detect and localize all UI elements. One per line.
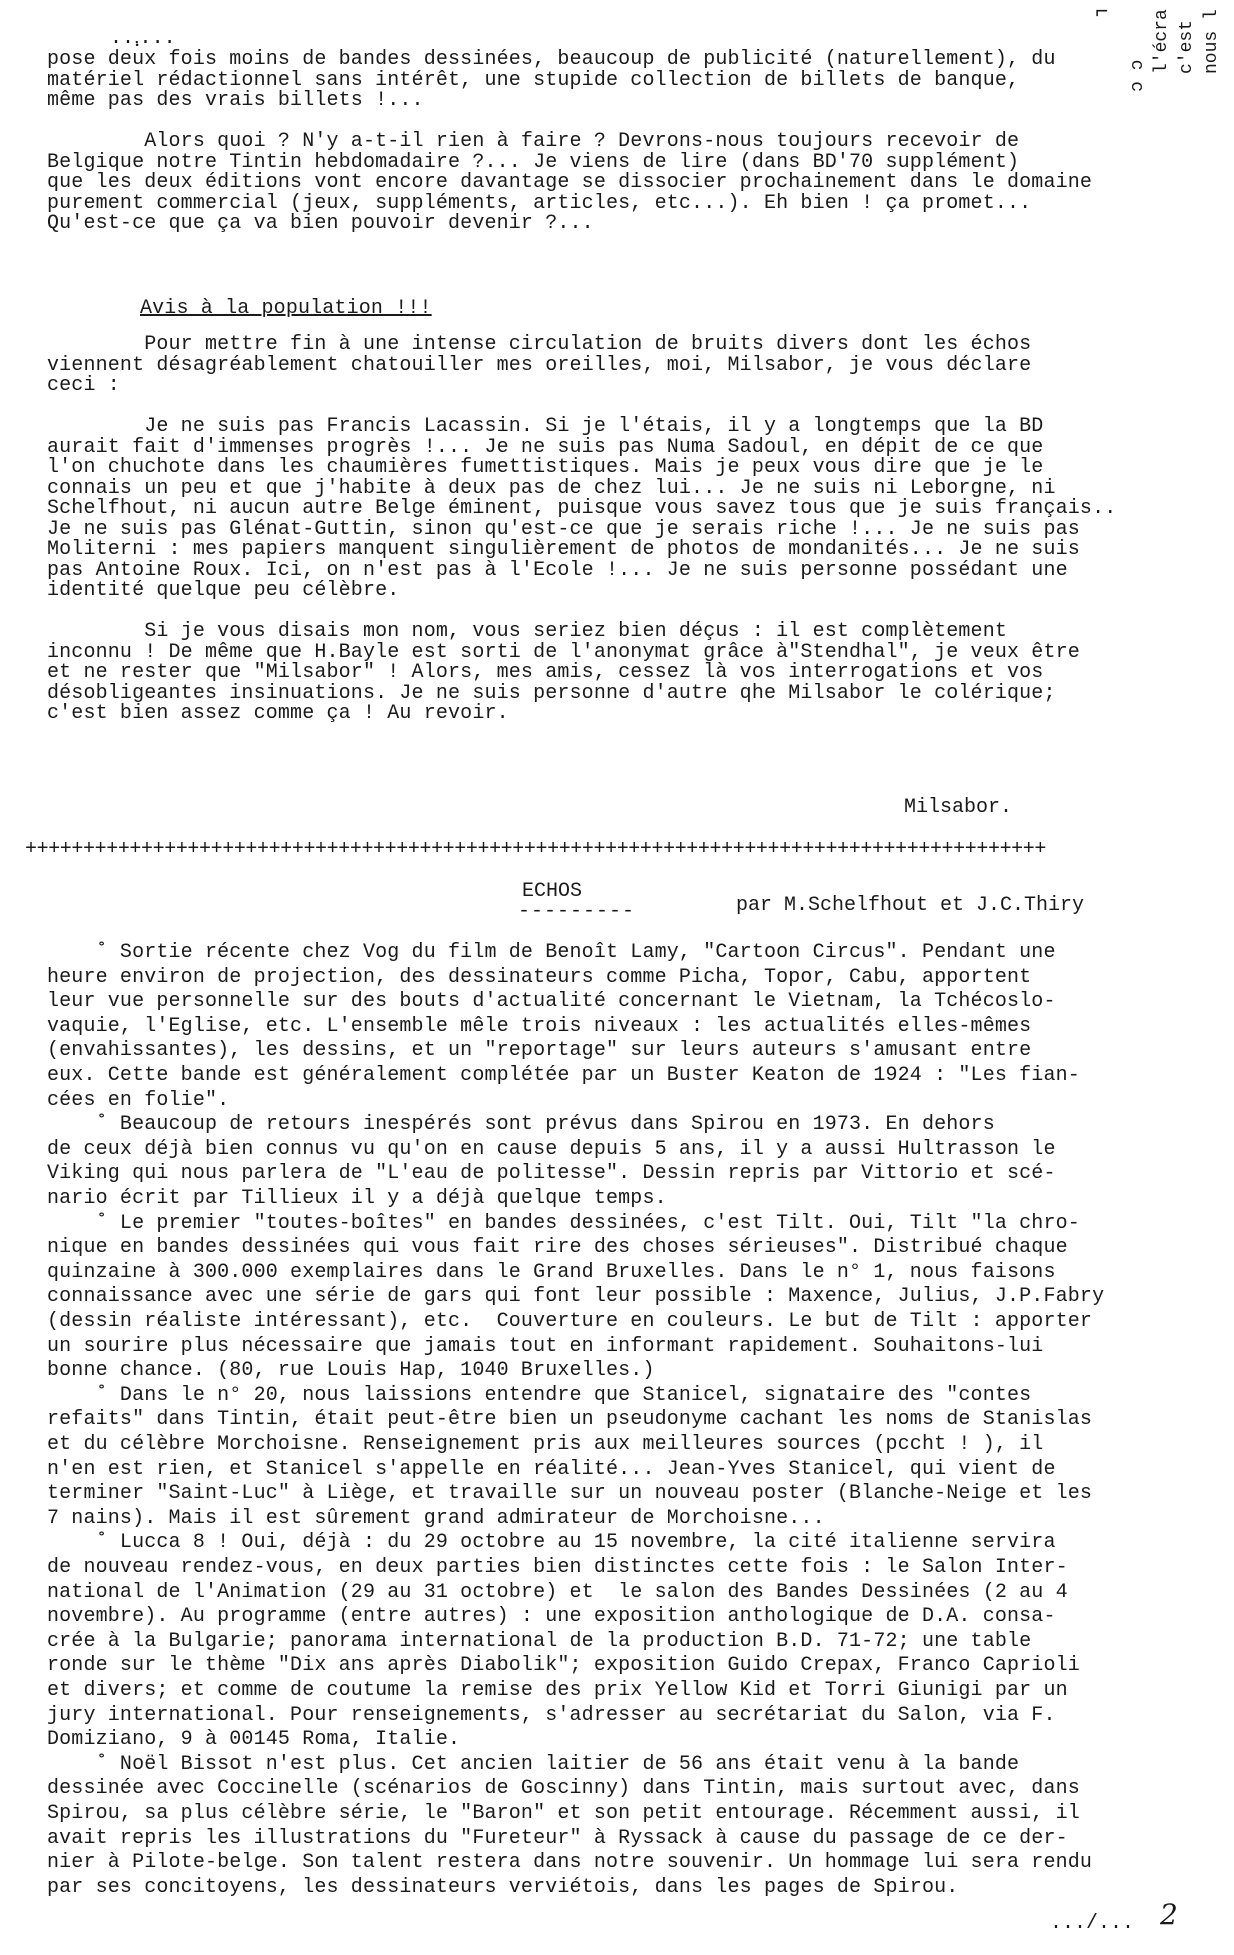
text-line: pas Antoine Roux. Ici, on n'est pas à l'Ecole !... Je ne suis personne possédant une	[47, 558, 1068, 582]
text-line: connais un peu et que j'habite à deux pas de chez lui... Je ne suis ni Leborgne, ni	[47, 476, 1056, 500]
signature-milsabor: Milsabor.	[904, 796, 1013, 819]
text-line: même pas des vrais billets !...	[47, 89, 424, 112]
text-line: terminer "Saint-Luc" à Liège, et travaille sur un nouveau poster (Blanche-Neige et les	[47, 1482, 1093, 1506]
text-line: avait repris les illustrations du "Fureteur" à Ryssack à cause du passage de ce der-	[47, 1826, 1068, 1850]
text-line: Pour mettre fin à une intense circulation de bruits divers dont les échos	[47, 333, 1032, 356]
text-line: cées en folie".	[47, 1088, 230, 1112]
header-mark: ...ฺ...	[110, 27, 176, 50]
text-line: Belgique notre Tintin hebdomadaire ?... Je viens de lire (dans BD'70 supplément)	[47, 150, 1020, 174]
text-line: pose deux fois moins de bandes dessinées, beaucoup de publicité (naturellement), du	[47, 48, 1056, 71]
text-line: Schelfhout, ni aucun autre Belge éminent, puisque vous savez tous que je suis français..	[47, 497, 1117, 520]
text-line: quinzaine à 300.000 exemplaires dans le Grand Bruxelles. Dans le n° 1, nous faisons	[47, 1260, 1056, 1284]
text-line: national de l'Animation (29 au 31 octobre) et le salon des Bandes Dessinées (2 au 4	[47, 1580, 1068, 1604]
text-line: novembre). Au programme (entre autres) : une exposition anthologique de D.A. consa-	[47, 1605, 1056, 1629]
echos-title: ECHOS	[522, 880, 583, 903]
text-line: par ses concitoyens, les dessinateurs verviétois, dans les pages de Spirou.	[47, 1875, 959, 1899]
text-line: que les deux éditions vont encore davantage se dissocier prochainement dans le domaine	[47, 171, 1093, 194]
text-line: Viking qui nous parlera de "L'eau de politesse". Dessin repris par Vittorio et scé-	[47, 1162, 1056, 1186]
text-line: Spirou, sa plus célèbre série, le "Baron" et son petit entourage. Récemment aussi, il	[47, 1802, 1080, 1825]
edge-text-line: c'est	[1177, 19, 1197, 74]
text-line: viennent désagréablement chatouiller mes oreilles, moi, Milsabor, je vous déclare	[47, 353, 1032, 377]
text-line: matériel rédactionnel sans intérêt, une stupide collection de billets de banque,	[47, 68, 1020, 92]
text-line: et ne rester que "Milsabor" ! Alors, mes amis, cessez là vos interrogations et vos	[47, 661, 1044, 684]
text-line: (dessin réaliste intéressant), etc. Couverture en couleurs. Le but de Tilt : apporter	[47, 1310, 1093, 1333]
text-line: ˚ Le premier "toutes-boîtes" en bandes dessinées, c'est Tilt. Oui, Tilt "la chro-	[47, 1211, 1080, 1235]
text-line: ˚ Lucca 8 ! Oui, déjà : du 29 octobre au 15 novembre, la cité italienne servira	[47, 1531, 1056, 1555]
text-line: leur vue personnelle sur des bouts d'actualité concernant le Vietnam, la Tchécoslo-	[47, 990, 1056, 1014]
text-line: aurait fait d'immenses progrès !... Je ne suis pas Numa Sadoul, en dépit de ce que	[47, 435, 1044, 459]
text-line: jury international. Pour renseignements, s'adresser au secrétariat du Salon, via F.	[47, 1703, 1056, 1727]
text-line: ronde sur le thème "Dix ans après Diabolik"; exposition Guido Crepax, Franco Caprioli	[47, 1654, 1080, 1678]
corner-mark: ⌐	[1095, 0, 1109, 25]
text-line: ˚ Dans le n° 20, nous laissions entendre que Stanicel, signataire des "contes	[47, 1383, 1032, 1407]
text-line: ˚ Noël Bissot n'est plus. Cet ancien laitier de 56 ans était venu à la bande	[47, 1752, 1020, 1776]
echos-byline: par M.Schelfhout et J.C.Thiry	[736, 894, 1085, 917]
text-line: c'est bien assez comme ça ! Au revoir.	[47, 702, 509, 725]
text-line: Domiziano, 9 à 00145 Roma, Italie.	[47, 1728, 461, 1752]
continuation-marker: .../...	[1050, 1912, 1135, 1935]
text-line: vaquie, l'Eglise, etc. L'ensemble mêle trois niveaux : les actualités elles-mêmes	[47, 1014, 1032, 1038]
text-line: purement commercial (jeux, suppléments, articles, etc...). Eh bien ! ça promet...	[47, 191, 1032, 215]
separator-line: ++++++++++++++++++++++++++++++++++++++++++++++++++++++++++++++++++++++++++++++++++++++++	[25, 838, 1046, 861]
text-line: (envahissantes), les dessins, et un "reportage" sur leurs auteurs s'amusant entre	[47, 1039, 1032, 1063]
edge-text-line: l'écra	[1152, 9, 1172, 74]
edge-marks: ɔ ɔ	[1128, 59, 1148, 92]
text-line: désobligeantes insinuations. Je ne suis personne d'autre qhe Milsabor le colérique;	[47, 681, 1056, 705]
echos-title-dashes: ---------	[518, 900, 636, 923]
text-line: Alors quoi ? N'y a-t-il rien à faire ? Devrons-nous toujours recevoir de	[47, 130, 1020, 153]
text-line: l'on chuchote dans les chaumières fumettistiques. Mais je peux vous dire que je le	[47, 456, 1044, 479]
edge-text-line: nous l	[1202, 9, 1222, 74]
avis-heading: Avis à la population !!!	[140, 297, 432, 320]
text-line: ceci :	[47, 374, 120, 397]
text-line: nier à Pilote-belge. Son talent restera dans notre souvenir. Un hommage lui sera rendu	[47, 1851, 1093, 1875]
text-line: de ceux déjà bien connus vu qu'on en cause depuis 5 ans, il y a aussi Hultrasson le	[47, 1137, 1056, 1161]
text-line: n'en est rien, et Stanicel s'appelle en réalité... Jean-Yves Stanicel, qui vient de	[47, 1457, 1056, 1481]
text-line: nario écrit par Tillieux il y a déjà quelque temps.	[47, 1187, 667, 1210]
text-line: refaits" dans Tintin, était peut-être bien un pseudonyme cachant les noms de Stanislas	[47, 1408, 1093, 1432]
text-line: de nouveau rendez-vous, en deux parties bien distinctes cette fois : le Salon Inter-	[47, 1556, 1068, 1579]
text-line: inconnu ! De même que H.Bayle est sorti de l'anonymat grâce à"Stendhal", je veux être	[47, 640, 1080, 664]
text-line: crée à la Bulgarie; panorama international de la production B.D. 71-72; une table	[47, 1629, 1032, 1653]
text-line: et du célèbre Morchoisne. Renseignement pris aux meilleures sources (pccht ! ), il	[47, 1433, 1044, 1456]
text-line: Je ne suis pas Glénat-Guttin, sinon qu'est-ce que je serais riche !... Je ne suis pas	[47, 517, 1080, 541]
text-line: Si je vous disais mon nom, vous seriez bien déçus : il est complètement	[47, 620, 1008, 643]
text-line: identité quelque peu célèbre.	[47, 579, 400, 602]
text-line: Qu'est-ce que ça va bien pouvoir devenir ?...	[47, 212, 594, 235]
text-line: Moliterni : mes papiers manquent singulièrement de photos de mondanités... Je ne suis	[47, 538, 1080, 561]
text-line: connaissance avec une série de gars qui font leur possible : Maxence, Julius, J.P.Fabry	[47, 1285, 1105, 1309]
text-line: eux. Cette bande est généralement complétée par un Buster Keaton de 1924 : "Les fian-	[47, 1064, 1080, 1087]
text-line: Je ne suis pas Francis Lacassin. Si je l'étais, il y a longtemps que la BD	[47, 415, 1044, 438]
text-line: un sourire plus nécessaire que jamais tout en informant rapidement. Souhaitons-lui	[47, 1334, 1044, 1358]
text-line: bonne chance. (80, rue Louis Hap, 1040 Bruxelles.)	[47, 1359, 655, 1383]
text-line: dessinée avec Coccinelle (scénarios de Goscinny) dans Tintin, mais surtout avec, dans	[47, 1777, 1080, 1801]
page-number: 2	[1160, 1898, 1178, 1931]
text-line: et divers; et comme de coutume la remise des prix Yellow Kid et Torri Giunigi par un	[47, 1679, 1068, 1702]
text-line: ˚ Beaucoup de retours inespérés sont prévus dans Spirou en 1973. En dehors	[47, 1113, 995, 1137]
text-line: 7 nains). Mais il est sûrement grand admirateur de Morchoisne...	[47, 1506, 825, 1530]
text-line: nique en bandes dessinées qui vous fait rire des choses sérieuses". Distribué chaque	[47, 1236, 1068, 1260]
text-line: ˚ Sortie récente chez Vog du film de Benoît Lamy, "Cartoon Circus". Pendant une	[47, 941, 1056, 964]
text-line: heure environ de projection, des dessinateurs comme Picha, Topor, Cabu, apportent	[47, 965, 1032, 989]
